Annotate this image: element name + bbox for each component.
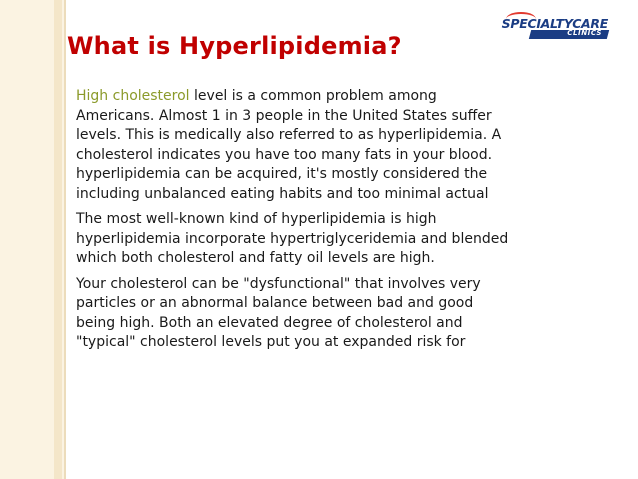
text-line: which both cholesterol and fatty oil levels are high.: [76, 250, 435, 266]
text-line: hyperlipidemia incorporate hypertriglyceridemia and blended: [76, 230, 509, 247]
slide-body: [76, 87, 576, 359]
paragraph-2: [76, 210, 576, 269]
text-line: Americans. Almost 1 in 3 people in the United States suffer: [76, 107, 492, 124]
text-line: levels. This is medically also referred to as hyperlipidemia. A: [76, 127, 502, 143]
text-line: hyperlipidemia can be acquired, it's mostly considered the: [76, 166, 488, 182]
text-line: including unbalanced eating habits and too minimal actual: [76, 185, 489, 202]
decorative-sidebar: [0, 0, 66, 479]
text-line: being high. Both an elevated degree of cholesterol and: [76, 314, 463, 331]
text-line: "typical" cholesterol levels put you at expanded risk for: [76, 334, 466, 350]
high-cholesterol-link[interactable]: High cholesterol: [76, 88, 190, 104]
paragraph-3: [76, 275, 576, 353]
logo-subtitle: CLINICS: [567, 29, 602, 37]
text-line: Your cholesterol can be "dysfunctional" that involves very: [76, 275, 481, 292]
sidebar-stripe: [54, 0, 62, 479]
text-line-content: level is a common problem among: [189, 88, 437, 104]
specialty-care-logo: [501, 16, 608, 42]
paragraph-1: [76, 87, 576, 204]
text-line: [76, 87, 576, 107]
slide-title: What is Hyperlipidemia?: [67, 32, 402, 60]
text-line: cholesterol indicates you have too many fats in your blood.: [76, 146, 493, 163]
logo-brand-a: SPECIALTY: [501, 16, 573, 31]
logo-brand-b: CARE: [572, 16, 608, 31]
text-line: particles or an abnormal balance between bad and good: [76, 295, 474, 311]
text-line: The most well-known kind of hyperlipidemia is high: [76, 211, 437, 227]
